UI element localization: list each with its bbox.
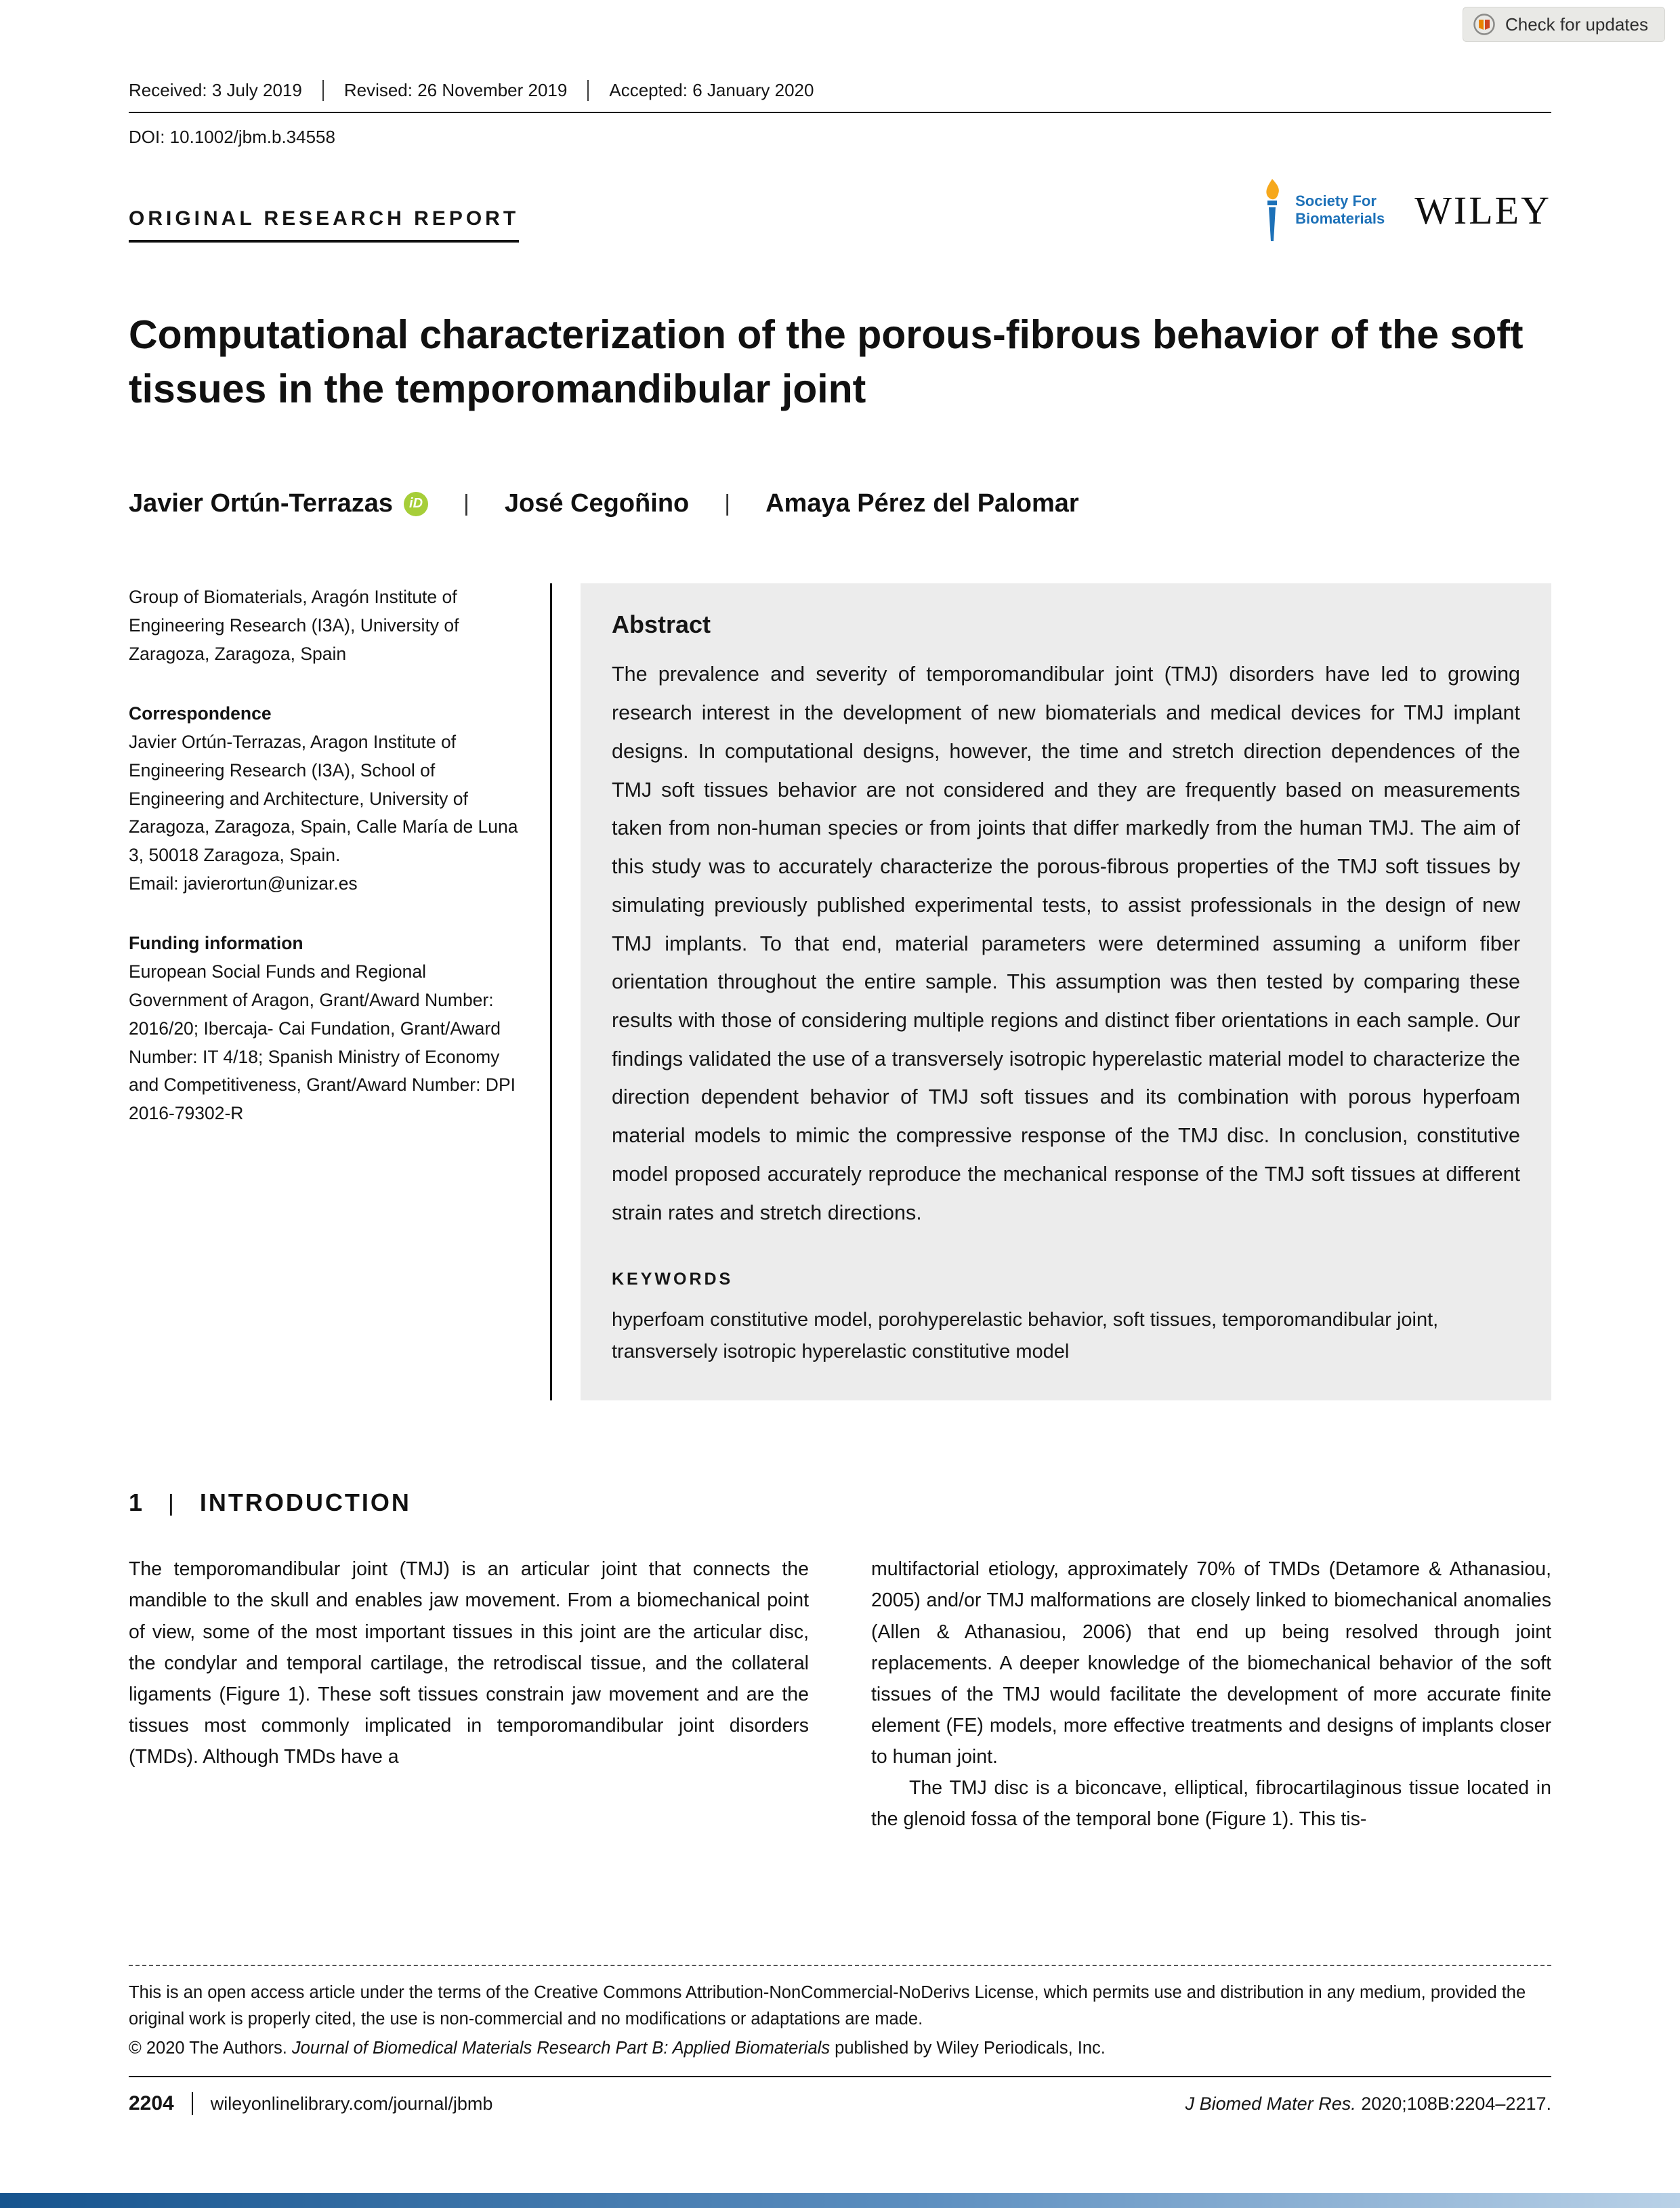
body-column-left — [129, 1554, 809, 1835]
publisher-logos — [1257, 178, 1551, 243]
abstract-heading: Abstract — [612, 610, 711, 639]
section-separator: | — [168, 1491, 174, 1517]
copyright-prefix: © 2020 The Authors. — [129, 2038, 292, 2058]
article-type-heading: ORIGINAL RESEARCH REPORT — [129, 207, 519, 243]
article-history — [129, 80, 1551, 101]
funding-heading: Funding information — [129, 933, 303, 954]
funding-text: European Social Funds and Regional Government of Aragon, Grant/Award Number: 2016/20; Ibercaja- Cai Fundation, Grant/Award Number: IT 4/18; Spanish Ministry of Economy and Competitiveness, Grant/Award Number: DPI 2016-79302-R — [129, 961, 516, 1124]
front-matter — [129, 583, 1551, 1400]
accepted-date: Accepted: 6 January 2020 — [587, 80, 834, 101]
society-name-line2: Biomaterials — [1295, 210, 1385, 227]
doi-text: DOI: 10.1002/jbm.b.34558 — [129, 127, 335, 147]
check-for-updates-icon — [1473, 13, 1496, 36]
funding-block — [129, 930, 528, 1128]
correspondence-text: Javier Ortún-Terrazas, Aragon Institute of Engineering Research (I3A), School of Engineering and Architecture, University of Zaragoza, Zaragoza, Spain, Calle María de Luna 3, 50018 Zaragoza, Spain. — [129, 731, 518, 866]
intro-paragraph-2: The TMJ disc is a biconcave, elliptical, fibrocartilaginous tissue located in the glenoid fossa of the temporal bone (Figure 1). This tis- — [871, 1777, 1551, 1831]
citation-pages: 2020;108B:2204–2217. — [1356, 2093, 1551, 2114]
license-text: This is an open access article under the terms of the Creative Commons Attribution-NonCommercial-NoDerivs License, which permits use and distribution in any medium, provided the original work is properly cited, the use is non-commercial and no modifications or adaptations are made. — [129, 1983, 1526, 2028]
check-for-updates-label: Check for updates — [1505, 14, 1648, 35]
introduction-body — [129, 1554, 1551, 1835]
correspondence-heading: Correspondence — [129, 703, 272, 724]
affiliation-block — [129, 583, 528, 669]
page-number: 2204 — [129, 2092, 174, 2115]
society-name-line1: Society For — [1295, 192, 1377, 210]
bottom-color-bar — [0, 2193, 1680, 2208]
section-title: INTRODUCTION — [199, 1488, 411, 1517]
society-for-biomaterials-logo — [1257, 178, 1385, 243]
paper-title: Computational characterization of the porous-fibrous behavior of the soft tissues in the temporomandibular joint — [129, 312, 1524, 412]
revised-date: Revised: 26 November 2019 — [322, 80, 588, 101]
author-3: Amaya Pérez del Palomar — [765, 489, 1079, 518]
abstract-text: The prevalence and severity of temporomandibular joint (TMJ) disorders have led to growing research interest in the development of new biomaterials and medical devices for TMJ implant designs. In computational designs, however, the time and stretch direction dependences of the TMJ soft tissues behavior are not considered and they are frequently based on measurements taken from non-human species or from joints that differ markedly from the human TMJ. The aim of this study was to accurately characterize the porous-fibrous properties of the TMJ soft tissues by simulating previously published experimental tests, to assist professionals in the design of new TMJ implants. To that end, material parameters were determined assuming a uniform fiber orientation throughout the entire sample. This assumption was then tested by comparing these results with those of considering multiple regions and distinct fiber orientations in each sample. Our findings validated the use of a transversely isotropic hyperelastic material model to characterize the direction dependent behavior of TMJ soft tissues and its combination with porous hyperfoam material models to mimic the compressive response of the TMJ disc. In conclusion, constitutive model proposed accurately reproduce the mechanical response of the TMJ soft tissues at different strain rates and stretch directions. — [612, 663, 1520, 1224]
author-1: Javier Ortún-Terrazas — [129, 489, 394, 518]
author-separator: | — [724, 491, 731, 517]
journal-url-link[interactable]: wileyonlinelibrary.com/journal/jbmb — [210, 2093, 493, 2114]
body-column-right — [871, 1554, 1551, 1835]
copyright-text — [129, 2035, 1551, 2062]
page-footer — [129, 2076, 1551, 2115]
orcid-icon[interactable]: iD — [404, 492, 428, 516]
received-date: Received: 3 July 2019 — [129, 80, 302, 100]
header-divider — [129, 112, 1551, 113]
copyright-journal-name: Journal of Biomedical Materials Research Part B: Applied Biomaterials — [291, 2038, 831, 2058]
citation — [1185, 2094, 1551, 2115]
author-2: José Cegoñino — [504, 489, 690, 518]
author-separator: | — [463, 491, 469, 517]
wiley-logo: WILEY — [1414, 188, 1551, 232]
affiliation-text: Group of Biomaterials, Aragón Institute of Engineering Research (I3A), University of Zaragoza, Zaragoza, Spain — [129, 587, 459, 665]
citation-journal: J Biomed Mater Res. — [1185, 2093, 1356, 2114]
keywords-text: hyperfoam constitutive model, porohyperelastic behavior, soft tissues, temporomandibular joint, transversely isotropic hyperelastic constitutive model — [612, 1309, 1439, 1363]
page-footer-left — [129, 2092, 492, 2115]
author-list — [129, 489, 1551, 518]
abstract-section — [550, 583, 1551, 1400]
license-footnote — [129, 1965, 1551, 2061]
abstract-box — [581, 583, 1551, 1400]
check-for-updates-button[interactable] — [1463, 7, 1665, 42]
footer-divider — [192, 2092, 193, 2115]
intro-paragraph-1: The temporomandibular joint (TMJ) is an articular joint that connects the mandible to the skull and enables jaw movement. From a biomechanical point of view, some of the most important tissues in this joint are the articular disc, the condylar and temporal cartilage, the retrodiscal tissue, and the collateral ligaments (Figure 1). These soft tissues constrain jaw movement and are the tissues most commonly implicated in temporomandibular joint disorders (TMDs). Although TMDs have a — [129, 1558, 809, 1768]
article-meta-column — [129, 583, 528, 1400]
keywords-heading: KEYWORDS — [612, 1270, 734, 1289]
intro-paragraph-1-continued: multifactorial etiology, approximately 70% of TMDs (Detamore & Athanasiou, 2005) and/or TMJ malformations are closely linked to biomechanical anomalies (Allen & Athanasiou, 2006) that end up being resolved through joint replacements. A deeper knowledge of the biomechanical behavior of the soft tissues of the TMJ would facilitate the development of more accurate finite element (FE) models, more effective treatments and designs of implants closer to human joint. — [871, 1558, 1551, 1768]
copyright-suffix: published by Wiley Periodicals, Inc. — [830, 2038, 1106, 2058]
correspondence-email[interactable]: Email: javierortun@unizar.es — [129, 873, 358, 894]
correspondence-block — [129, 700, 528, 898]
introduction-heading — [129, 1488, 1551, 1517]
torch-icon — [1257, 178, 1287, 243]
section-number: 1 — [129, 1488, 143, 1517]
article-type-row — [129, 178, 1551, 243]
